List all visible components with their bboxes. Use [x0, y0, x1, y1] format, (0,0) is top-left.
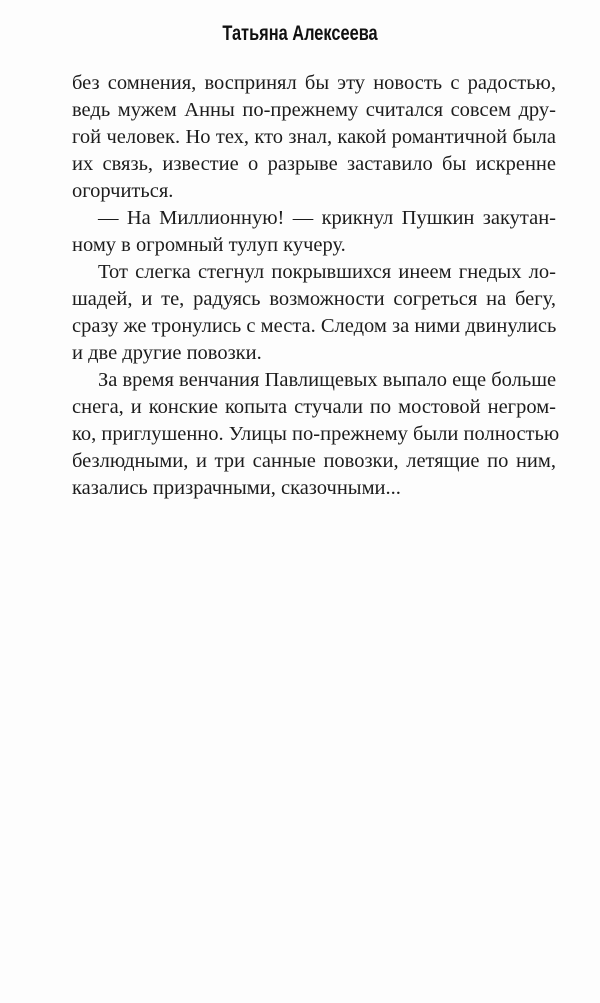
text-line: их связь, известие о разрыве заставило бы искренне	[72, 153, 556, 175]
text-line: За время венчания Павлищевых выпало еще больше	[98, 369, 557, 391]
text-line: сразу же тронулись с места. Следом за ними двинулись	[72, 315, 557, 337]
paragraph-3	[72, 259, 556, 367]
text-line: безлюдными, и три санные повозки, летящие по ним,	[72, 450, 556, 472]
body-text	[72, 70, 560, 502]
text-line: снега, и конские копыта стучали по мостовой негром-	[72, 396, 556, 418]
text-line: и две другие повозки.	[72, 342, 262, 364]
text-line: — На Миллионную! — крикнул Пушкин закутан-	[98, 207, 556, 229]
paragraph-1	[72, 70, 556, 205]
text-line: ному в огромный тулуп кучеру.	[72, 234, 346, 256]
text-line: ведь мужем Анны по-прежнему считался совсем дру-	[72, 99, 556, 121]
text-line: казались призрачными, сказочными...	[72, 477, 401, 499]
text-line: гой человек. Но тех, кто знал, какой романтичной была	[72, 126, 556, 148]
text-line: без сомнения, воспринял бы эту новость с радостью,	[72, 72, 556, 94]
running-head-author: Татьяна Алексеева	[222, 22, 378, 45]
text-line: шадей, и те, радуясь возможности согреться на бегу,	[72, 288, 556, 310]
text-line: ко, приглушенно. Улицы по-прежнему были полностью	[72, 423, 560, 445]
text-line: огорчиться.	[72, 180, 174, 202]
paragraph-4	[72, 367, 560, 502]
paragraph-2	[72, 205, 556, 259]
text-line: Тот слегка стегнул покрывшихся инеем гнедых ло-	[98, 261, 556, 283]
